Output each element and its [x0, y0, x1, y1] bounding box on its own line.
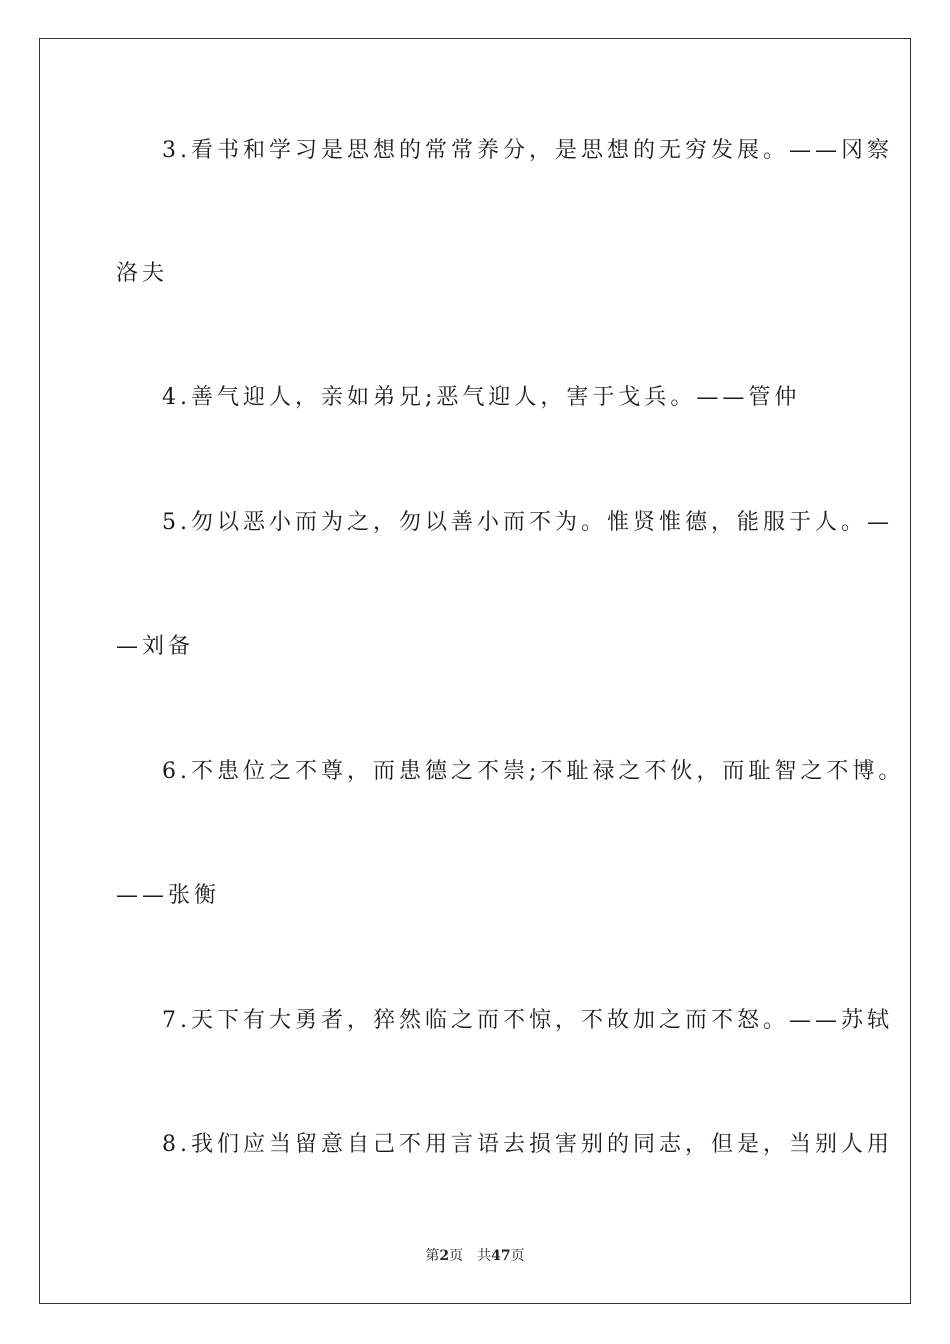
quote-line-8: 8.我们应当留意自己不用言语去损害别的同志，但是，当别人用 — [162, 1132, 893, 1157]
footer-page-number: 2 — [439, 1248, 450, 1264]
quote-line-7: 7.天下有大勇者，猝然临之而不惊，不故加之而不怒。——苏轼 — [162, 1008, 893, 1033]
quote-line-6-continuation: ——张衡 — [116, 883, 221, 908]
footer-total-pages: 47 — [491, 1248, 511, 1264]
footer-page-suffix: 页 — [449, 1248, 464, 1264]
quote-line-4: 4.善气迎人，亲如弟兄;恶气迎人，害于戈兵。——管仲 — [162, 385, 801, 410]
footer-total-prefix: 共 — [477, 1248, 492, 1264]
quote-line-5-continuation: —刘备 — [116, 634, 195, 659]
quote-line-3: 3.看书和学习是思想的常常养分，是思想的无穷发展。——冈察 — [162, 138, 893, 163]
footer-total-suffix: 页 — [510, 1248, 525, 1264]
footer-page-prefix: 第 — [425, 1248, 440, 1264]
page-border — [39, 38, 911, 1304]
quote-line-3-continuation: 洛夫 — [116, 261, 169, 286]
page-footer — [0, 1246, 950, 1266]
quote-line-6: 6.不患位之不尊，而患德之不崇;不耻禄之不伙，而耻智之不博。 — [162, 759, 905, 784]
quote-line-5: 5.勿以恶小而为之，勿以善小而不为。惟贤惟德，能服于人。— — [162, 510, 893, 535]
